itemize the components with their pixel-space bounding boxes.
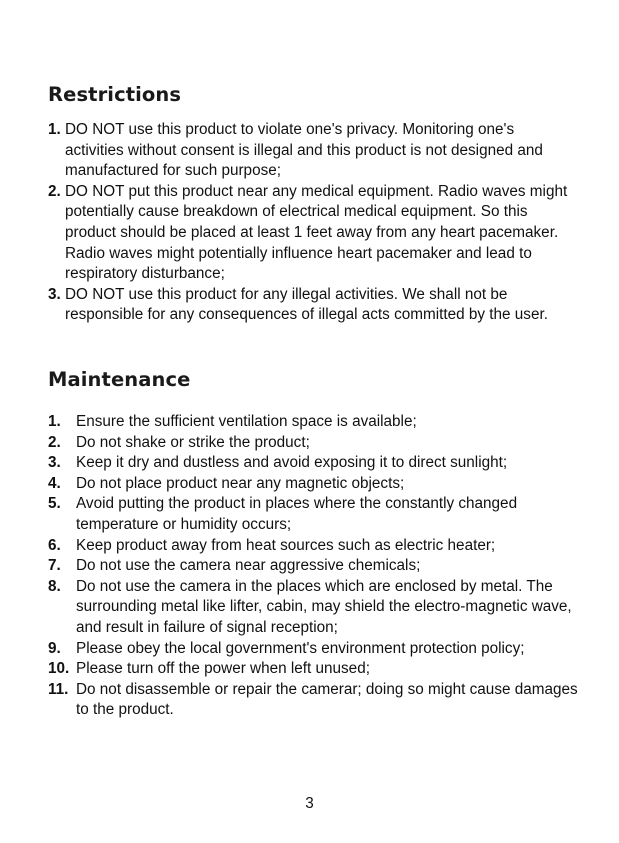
item-number: 3. bbox=[48, 454, 61, 472]
item-number: 2. bbox=[48, 182, 61, 200]
item-number: 9. bbox=[48, 639, 61, 657]
item-number: 10. bbox=[48, 660, 70, 678]
item-number: 8. bbox=[48, 577, 61, 595]
item-number: 6. bbox=[48, 536, 61, 554]
item-number: 11. bbox=[48, 680, 69, 698]
restriction-item bbox=[48, 182, 573, 285]
item-number: 2. bbox=[48, 433, 61, 451]
item-text: Keep it dry and dustless and avoid exposing it to direct sunlight; bbox=[76, 454, 508, 472]
restriction-item bbox=[48, 285, 573, 326]
item-text: Avoid putting the product in places where the constantly changed temperature or humidity occurs; bbox=[76, 495, 518, 533]
maintenance-item bbox=[48, 412, 588, 433]
page-number: 3 bbox=[305, 795, 314, 812]
maintenance-item bbox=[48, 536, 588, 557]
item-text: DO NOT put this product near any medical equipment. Radio waves might potentially cause breakdown of electrical medical equipment. So this product should be placed at least 1 feet away from any heart pacemaker. Radio waves might potentially influence heart pacemaker and lead to respiratory disturbance; bbox=[65, 182, 568, 283]
maintenance-item bbox=[48, 680, 588, 721]
item-number: 3. bbox=[48, 285, 61, 303]
item-text: Do not use the camera near aggressive chemicals; bbox=[76, 557, 421, 575]
item-text: Do not disassemble or repair the camerar; doing so might cause damages to the product. bbox=[76, 680, 578, 719]
item-text: Please obey the local government's environment protection policy; bbox=[76, 639, 525, 657]
maintenance-item bbox=[48, 433, 588, 454]
maintenance-item bbox=[48, 659, 588, 680]
item-text: DO NOT use this product to violate one's privacy. Monitoring one's activities without consent is illegal and this product is not designed and manufactured for such purpose; bbox=[65, 121, 543, 180]
item-text: Ensure the sufficient ventilation space is available; bbox=[76, 413, 417, 430]
item-number: 5. bbox=[48, 495, 61, 513]
maintenance-item bbox=[48, 474, 588, 495]
item-text: Please turn off the power when left unused; bbox=[76, 660, 370, 678]
restriction-item bbox=[48, 120, 573, 182]
maintenance-item bbox=[48, 494, 588, 535]
item-number: 1. bbox=[48, 413, 61, 430]
item-number: 4. bbox=[48, 474, 61, 492]
item-number: 1. bbox=[48, 121, 61, 138]
maintenance-item bbox=[48, 577, 588, 639]
item-text: DO NOT use this product for any illegal activities. We shall not be responsible for any consequences of illegal acts committed by the user. bbox=[65, 285, 548, 324]
item-text: Keep product away from heat sources such as electric heater; bbox=[76, 536, 496, 554]
restrictions-list bbox=[48, 120, 573, 326]
maintenance-list bbox=[48, 412, 588, 721]
maintenance-heading: Maintenance bbox=[48, 368, 191, 391]
item-text: Do not shake or strike the product; bbox=[76, 433, 310, 451]
maintenance-item bbox=[48, 453, 588, 474]
maintenance-item bbox=[48, 556, 588, 577]
restrictions-heading: Restrictions bbox=[48, 83, 182, 106]
item-text: Do not place product near any magnetic objects; bbox=[76, 474, 405, 492]
maintenance-item bbox=[48, 639, 588, 660]
item-number: 7. bbox=[48, 557, 61, 575]
item-text: Do not use the camera in the places which are enclosed by metal. The surrounding metal like lifter, cabin, may shield the electro-magnetic wave, and result in failure of signal reception; bbox=[76, 577, 572, 636]
